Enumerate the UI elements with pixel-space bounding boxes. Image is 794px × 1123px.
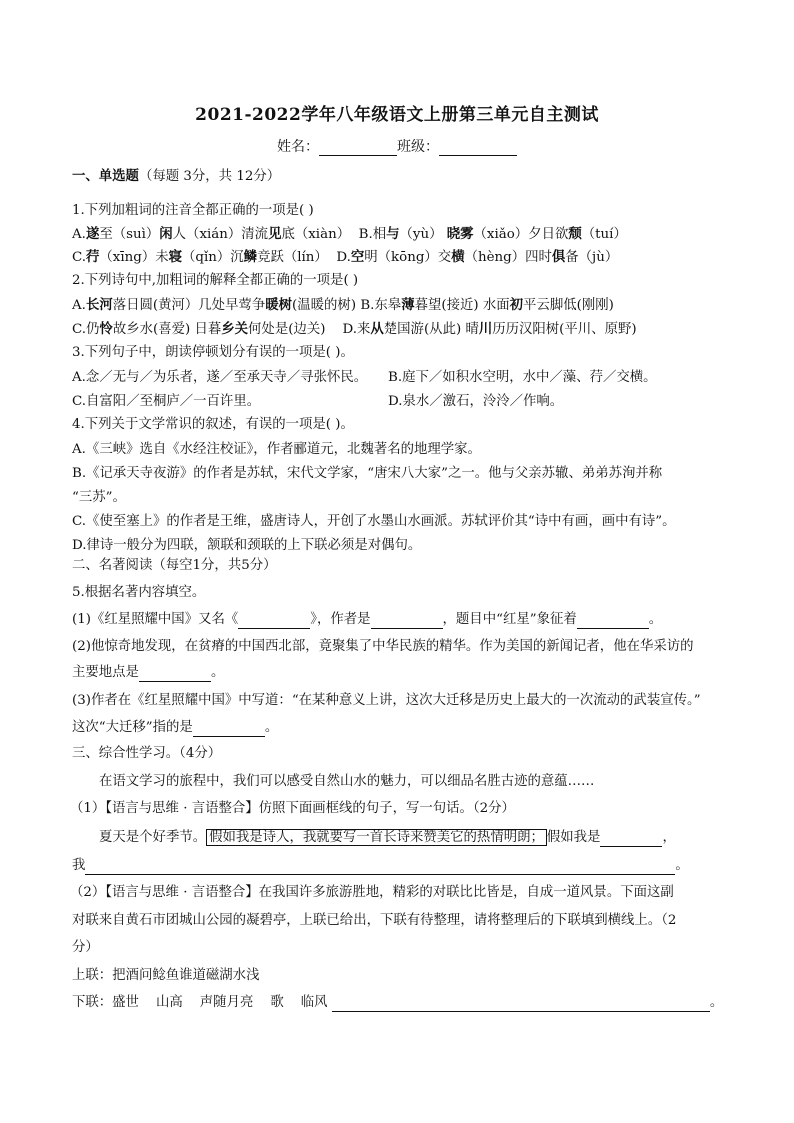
q4-option-a: A.《三峡》选自《水经注校证》，作者郦道元，北魏著名的地理学家。: [72, 442, 481, 457]
section-2-heading: 二、名著阅读（每空1分，共5分）: [72, 558, 277, 573]
q5-blank-5[interactable]: [193, 722, 265, 737]
q4-stem: 4.下列关于文学常识的叙述，有误的一项是( )。: [72, 417, 354, 432]
q3-option-c: C.自富阳／至桐庐／一百许里。: [72, 394, 261, 409]
s3-q1-heading: （1）【语言与思维 · 言语整合】仿照下面画框线的句子，写一句话。（2分）: [70, 801, 515, 816]
q4-option-b-line1: B.《记承天寺夜游》的作者是苏轼，宋代文学家，“唐宋八大家”之一。他与父亲苏辙、弟弟苏洵并称: [72, 466, 663, 481]
s3-q2-line2: 对联来自黄石市团城山公园的凝碧亭，上联已给出，下联有待整理，请将整理后的下联填到横线上。（2: [72, 913, 677, 928]
section-3-heading: 三、综合性学习。（4分）: [72, 746, 222, 761]
section-3-intro: 在语文学习的旅程中，我们可以感受自然山水的魅力，可以细品名胜古迹的意蕴……: [99, 774, 595, 789]
q5-part3-line1: (3)作者在《红星照耀中国》中写道：“在某种意义上讲，这次大迁移是历史上最大的一次流动的武装宣传。”: [72, 693, 701, 708]
q5-blank-4[interactable]: [139, 667, 211, 682]
q2-options-ab: A.长河落日圆(黄河）几处早莺争暖树(温暖的树) B.东皋薄暮望(接近) 水面初平云脚低(刚刚): [72, 297, 614, 313]
q5-blank-3[interactable]: [577, 614, 649, 629]
section-1-heading: 一、单选题（每题 3分，共 12分）: [72, 168, 281, 184]
s3-q1-blank-2[interactable]: [85, 860, 675, 875]
q1-stem: 1.下列加粗词的注音全都正确的一项是( ): [72, 203, 314, 218]
q2-stem: 2.下列诗句中,加粗词的解释全都正确的一项是( ): [72, 273, 359, 288]
q3-stem: 3.下列句子中，朗读停顿划分有误的一项是( )。: [72, 345, 354, 360]
q3-option-b: B.庭下／如积水空明，水中／藻、荇／交横。: [388, 370, 657, 385]
q2-options-cd: C.仍怜故乡水(喜爱) 日暮乡关何处是(边关) D.来从楚国游(从此) 晴川历历汉阳树(平川、原野): [72, 321, 637, 337]
q5-stem: 5.根据名著内容填空。: [72, 585, 206, 600]
s3-q2-line3: 分）: [72, 940, 99, 955]
page-title: 2021-2022学年八年级语文上册第三单元自主测试: [195, 105, 599, 125]
q4-option-c: C.《使至塞上》的作者是王维，盛唐诗人，开创了水墨山水画派。苏轼评价其“诗中有画，画中有诗”。: [72, 514, 676, 529]
q5-part1: (1)《红星照耀中国》又名《 》，作者是 ，题目中“红星”象征着 。: [72, 612, 663, 627]
q5-part2-line1: (2)他惊奇地发现，在贫瘠的中国西北部，竟聚集了中华民族的精华。作为美国的新闻记者，他在华采访的: [72, 639, 694, 654]
q5-part2-line2: 主要地点是 。: [72, 665, 225, 680]
s3-q1-answer-line: 我 。: [72, 858, 689, 873]
q5-blank-2[interactable]: [371, 614, 443, 629]
q3-option-a: A.念／无与／为乐者，遂／至承天寺／寻张怀民。: [72, 370, 368, 385]
q4-option-b-line2: “三苏”。: [72, 490, 126, 505]
q4-option-d: D.律诗一般分为四联，颔联和颈联的上下联必须是对偶句。: [72, 538, 422, 553]
couplet-lower: 下联：盛世 山高 声随月亮 歌 临风 。: [72, 995, 724, 1010]
s3-q1-blank-1[interactable]: [600, 832, 662, 847]
q5-part3-line2: 这次“大迁移”指的是 。: [72, 720, 279, 735]
q5-blank-1[interactable]: [238, 614, 310, 629]
class-label: 班级：: [397, 139, 439, 155]
student-info: [0, 136, 794, 156]
s3-q1-prompt: 夏天是个好季节。 假如我是诗人，我就要写一首长诗来赞美它的热情明朗； 假如我是 ，: [99, 830, 676, 845]
couplet-upper: 上联：把酒问鲶鱼谁道磁湖水浅: [72, 968, 260, 983]
s3-q2-line1: （2）【语言与思维 · 言语整合】在我国许多旅游胜地，精彩的对联比比皆是，自成一道风景。下面这副: [70, 885, 674, 900]
couplet-lower-blank[interactable]: [332, 997, 710, 1012]
class-field[interactable]: [439, 141, 517, 156]
q1-options-cd: C.荇（xīng）未寝（qǐn）沉鳞竞跃（lín） D.空明（kōng）交横（hèng）四时俱备（jù）: [72, 249, 619, 265]
framed-sentence: 假如我是诗人，我就要写一首长诗来赞美它的热情明朗；: [206, 829, 547, 846]
q3-option-d: D.泉水／激石，泠泠／作响。: [388, 394, 564, 409]
q1-options-ab: A.遂至（suì）闲人（xián）清流见底（xiàn） B.相与（yù） 晓雾（xiǎo）夕日欲颓（tuí）: [72, 226, 627, 242]
name-field[interactable]: [319, 141, 397, 156]
name-label: 姓名：: [277, 139, 319, 155]
